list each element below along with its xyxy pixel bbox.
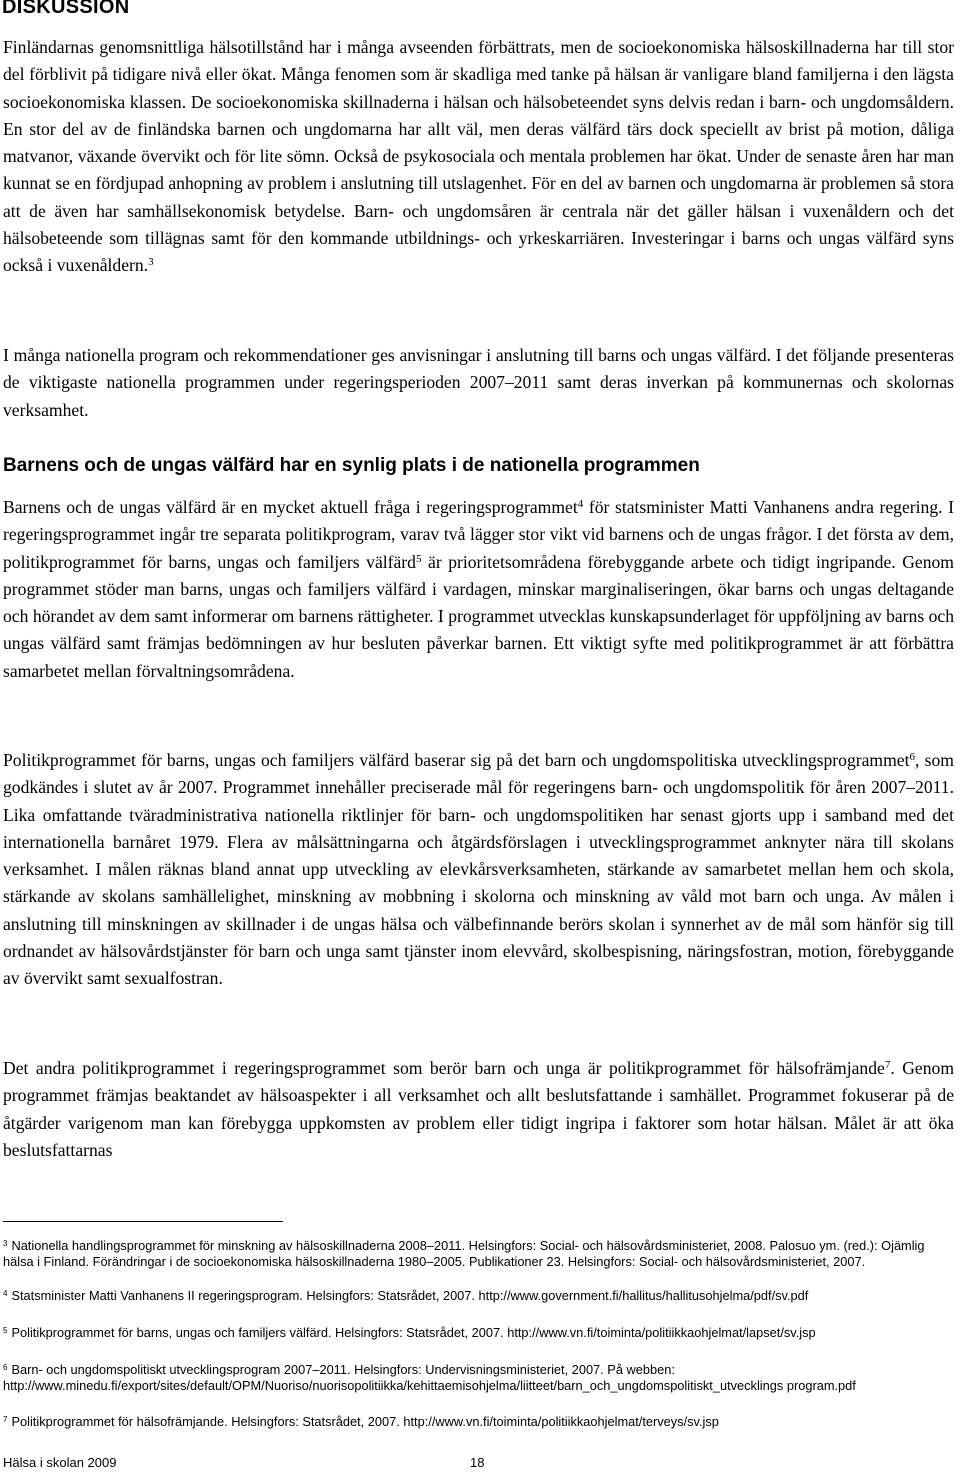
paragraph-text: . Genom programmet främjas beaktandet av hälsoaspekter i all verksamhet och allt beslutsfattande i samhället. Programmet fokuserar på de åtgärder varigenom man kan förebygga uppkomsten av problem eller tidigt ingripa i faktorer som hotar hälsan. Målet är att öka beslutsfattarnas <box>3 1058 954 1160</box>
footnote-text: Politikprogrammet för barns, ungas och familjers välfärd. Helsingfors: Statsrådet, 2007. http://www.vn.fi/toiminta/politiikkaohjelmat/lapset/sv.jsp <box>11 1325 816 1340</box>
paragraph-government-program <box>3 494 954 685</box>
paragraph-text: Politikprogrammet för barns, ungas och familjers välfärd baserar sig på det barn och ungdomspolitiska utvecklingsprogrammet <box>3 750 910 770</box>
footnote-text: Barn- och ungdomspolitiskt utvecklingsprogram 2007–2011. Helsingfors: Undervisningsministeriet, 2007. På webben: http://www.minedu.fi/export/sites/default/OPM/Nuoriso/nuorisopolitiikka/kehittaemisohjelma/liitteet/barn_och_ungdomspolitiskt_utvecklings program.pdf <box>3 1362 856 1394</box>
footnote-7 <box>3 1414 954 1430</box>
footnote-number: 4 <box>3 1289 8 1298</box>
paragraph-text: Finländarnas genomsnittliga hälsotillstånd har i många avseenden förbättrats, men de socioekonomiska hälsoskillnaderna har till stor del förblivit på tidigare nivå eller ökat. Många fenomen som är skadliga med tanke på hälsan är vanligare bland familjerna i den lägsta socioekonomiska klassen. De socioekonomiska skillnaderna i hälsan och hälsobeteendet syns delvis redan i barn- och ungdomsåldern. En stor del av de finländska barnen och ungdomarna har allt väl, men deras välfärd tärs dock speciellt av brist på motion, dåliga matvanor, växande övervikt och för lite sömn. Också de psykosociala och mentala problemen har ökat. Under de senaste åren har man kunnat se en fördjupad anhopning av problem i anslutning till utslagenhet. För en del av barnen och ungdomarna är problemen så stora att de även har samhällsekonomisk betydelse. Barn- och ungdomsåren är centrala när det gäller hälsan i vuxenåldern och det hälsobeteende som tillägnas samt för den kommande utbildnings- och yrkeskarriären. Investeringar i barns och ungas välfärd syns också i vuxenåldern. <box>3 37 954 276</box>
footnote-4 <box>3 1288 954 1304</box>
footnote-text: Statsminister Matti Vanhanens II regeringsprogram. Helsingfors: Statsrådet, 2007. http://www.government.fi/hallitus/hallitusohjelma/pdf/sv.pdf <box>11 1288 809 1303</box>
footnote-ref[interactable]: 5 <box>415 552 422 565</box>
paragraph-text: Det andra politikprogrammet i regeringsprogrammet som berör barn och unga är politikprogrammet för hälsofrämjande <box>3 1058 885 1078</box>
footnote-ref[interactable]: 6 <box>909 751 915 763</box>
footnote-ref[interactable]: 3 <box>148 256 154 269</box>
footer-publication: Hälsa i skolan 2009 <box>3 1455 117 1470</box>
footnote-6 <box>3 1362 954 1394</box>
footnote-number: 5 <box>3 1326 8 1335</box>
footnote-ref[interactable]: 7 <box>884 1059 891 1071</box>
footnote-text: Politikprogrammet för hälsofrämjande. Helsingfors: Statsrådet, 2007. http://www.vn.fi/toiminta/politiikkaohjelmat/terveys/sv.jsp <box>11 1414 719 1429</box>
paragraph-text: Barnens och de ungas välfärd är en mycket aktuell fråga i regeringsprogrammet <box>3 497 578 517</box>
paragraph-programs: I många nationella program och rekommendationer ges anvisningar i anslutning till barns och ungas välfärd. I det följande presenteras de viktigaste nationella programmen under regeringsperioden 2007–2011 samt deras inverkan på kommunernas och skolornas verksamhet. <box>3 345 954 420</box>
paragraph-development-program <box>3 747 954 993</box>
paragraph-text: för statsminister Matti Vanhanens andra regering. I regeringsprogrammet ingår tre separata politikprogram, varav två lägger stor vikt vid barnens och de ungas frågor. I det första av dem, politikprogrammet för barns, ungas och familjers välfärd <box>3 497 954 572</box>
footnote-number: 3 <box>3 1239 8 1248</box>
footnote-number: 6 <box>3 1363 8 1372</box>
footnote-5 <box>3 1325 954 1341</box>
footer-page-number: 18 <box>470 1455 485 1470</box>
subheading: Barnens och de ungas välfärd har en synlig plats i de nationella programmen <box>3 455 700 476</box>
footnote-ref[interactable]: 4 <box>577 498 584 510</box>
paragraph-intro <box>3 34 954 280</box>
paragraph-health-promotion <box>3 1055 954 1164</box>
paragraph-text: , som godkändes i slutet av år 2007. Programmet innehåller preciserade mål för regeringens barn- och ungdomspolitik för åren 2007–2011. Lika omfattande tväradministrativa nationella riktlinjer för barn- och ungdomspolitiken har senast gjorts upp i samband med det internationella barnåret 1979. Flera av målsättningarna och åtgärdsförslagen i utvecklingsprogrammet anknyter nära till skolans verksamhet. I målen räknas bland annat upp utveckling av elevkårsverksamheten, stärkande av samarbetet mellan hem och skola, stärkande av skolans samhällelighet, minskning av mobbning i skolorna och minskning av våld mot barn och unga. Av målen i anslutning till minskningen av skillnader i de ungas hälsa och välbefinnande berörs skolan i synnerhet av de mål som hänför sig till ordnandet av hälsovårdstjänster för barn och unga samt tjänster inom elevvård, skolbespisning, näringsfostran, motion, förebyggande av övervikt samt sexualfostran. <box>3 750 954 989</box>
section-heading: DISKUSSION <box>2 0 130 18</box>
footnote-3 <box>3 1238 954 1270</box>
footnote-text: Nationella handlingsprogrammet för minskning av hälsoskillnaderna 2008–2011. Helsingfors: Social- och hälsovårdsministeriet, 2008. Palosuo ym. (red.): Ojämlig hälsa i Finland. Förändringar i de socioekonomiska hälsoskillnaderna 1980–2005. Publikationer 23. Helsingfors: Social- och hälsovårdsministeriet, 2007. <box>3 1238 925 1270</box>
footnote-number: 7 <box>3 1415 8 1424</box>
paragraph-text: är prioritetsområdena förebyggande arbete och tidigt ingripande. Genom programmet stöder man barns, ungas och familjers välfärd i vardagen, minskar marginaliseringen, ökar barns och ungas deltagande och hörandet av dem samt informerar om barnens rättigheter. I programmet utvecklas kunskapsunderlaget för uppföljning av barns och ungas välfärd samt främjas bedömningen av hur besluten påverkar barnen. Ett viktigt syfte med politikprogrammet är att förbättra samarbetet mellan förvaltningsområdena. <box>3 551 954 681</box>
footnote-separator <box>3 1221 283 1222</box>
